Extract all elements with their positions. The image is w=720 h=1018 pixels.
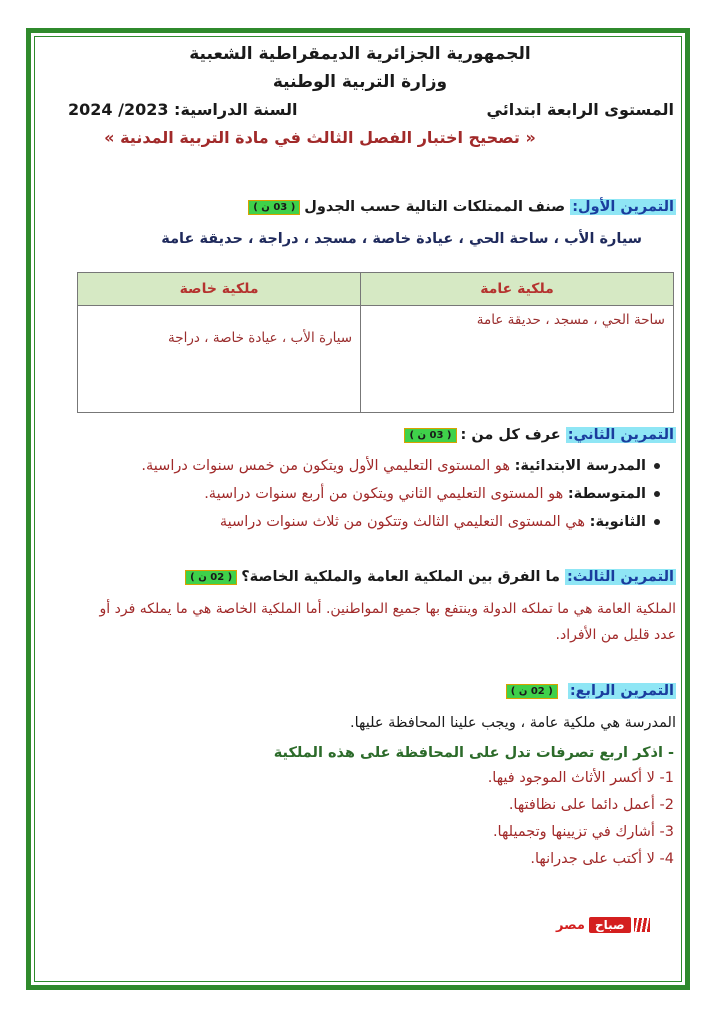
- bullet-icon: [654, 463, 660, 469]
- ex4-answer-2: 2- أعمل دائما على نظافتها.: [508, 797, 674, 813]
- ex4-answer-3: 3- أشارك في تزيينها وتجميلها.: [492, 824, 674, 840]
- ex3-answer-line1: الملكية العامة هي ما تملكه الدولة وينتفع بها جميع المواطنين. أما الملكية الخاصة هي ما يملكه فرد أو: [99, 601, 676, 617]
- ex2-question: عرف كل من :: [460, 427, 566, 443]
- ex4-task: - اذكر اربع تصرفات تدل على المحافظة على هذه الملكية: [273, 745, 674, 761]
- republic-header: الجمهورية الجزائرية الديمقراطية الشعبية: [189, 44, 531, 64]
- def-text: هو المستوى التعليمي الثاني ويتكون من أربع سنوات دراسية.: [204, 486, 568, 502]
- level-label: المستوى الرابعة ابتدائي: [486, 100, 674, 119]
- bullet-icon: [654, 519, 660, 525]
- sabah-masr-logo: [556, 915, 650, 935]
- ex3-answer-line2: عدد قليل من الأفراد.: [555, 627, 676, 643]
- ministry-header: وزارة التربية الوطنية: [272, 72, 448, 92]
- def-term: المدرسة الابتدائية:: [514, 458, 646, 474]
- logo-stripes-icon: [634, 918, 650, 932]
- def-text: هو المستوى التعليمي الأول ويتكون من خمس سنوات دراسية.: [141, 458, 515, 474]
- def-text: هي المستوى التعليمي الثالث وتتكون من ثلاث سنوات دراسية: [219, 514, 590, 530]
- ex1-points: ( 03 ن ): [248, 200, 300, 215]
- ex3-question: ما الفرق بين الملكية العامة والملكية الخاصة؟: [241, 569, 565, 585]
- ex1-items: سيارة الأب ، ساحة الحي ، عيادة خاصة ، مسجد ، دراجة ، حديقة عامة: [161, 231, 642, 247]
- bullet-icon: [654, 491, 660, 497]
- ex4-label: التمرين الرابع:: [569, 683, 674, 699]
- ex4-answer-1: 1- لا أكسر الأثاث الموجود فيها.: [487, 770, 674, 786]
- ex1-heading: [244, 196, 676, 218]
- ex2-heading: [400, 424, 676, 446]
- ex3-heading: [181, 566, 676, 588]
- logo-sub-text: مصر: [556, 917, 585, 933]
- ex1-question: صنف الممتلكات التالية حسب الجدول: [304, 199, 571, 215]
- ex3-points: ( 02 ن ): [185, 570, 237, 585]
- ex4-answer-4: 4- لا أكتب على جدرانها.: [530, 851, 674, 867]
- public-items-cell: ساحة الحي ، مسجد ، حديقة عامة: [361, 306, 674, 413]
- ex2-label: التمرين الثاني:: [567, 427, 674, 443]
- def-item-primary: [141, 455, 660, 477]
- logo-main-text: صباح: [589, 917, 631, 933]
- def-term: المتوسطة:: [567, 486, 646, 502]
- ex4-points: ( 02 ن ): [506, 684, 558, 699]
- ex1-label: التمرين الأول:: [572, 199, 674, 215]
- def-item-middle: [204, 483, 660, 505]
- ex4-heading: [502, 680, 676, 702]
- def-item-secondary: [220, 511, 660, 533]
- exam-title: « تصحيح اختبار الفصل الثالث في مادة التربية المدنية »: [104, 128, 536, 147]
- ex4-intro: المدرسة هي ملكية عامة ، ويجب علينا المحافظة عليها.: [350, 715, 676, 731]
- private-items-cell: سيارة الأب ، عيادة خاصة ، دراجة: [78, 306, 361, 413]
- def-term: الثانوية:: [589, 514, 646, 530]
- ex2-points: ( 03 ن ): [404, 428, 456, 443]
- col-public-header: ملكية عامة: [361, 273, 674, 306]
- school-year: السنة الدراسية: 2023/ 2024: [68, 100, 298, 119]
- properties-table: [77, 272, 674, 413]
- ex3-label: التمرين الثالث:: [567, 569, 674, 585]
- col-private-header: ملكية خاصة: [78, 273, 361, 306]
